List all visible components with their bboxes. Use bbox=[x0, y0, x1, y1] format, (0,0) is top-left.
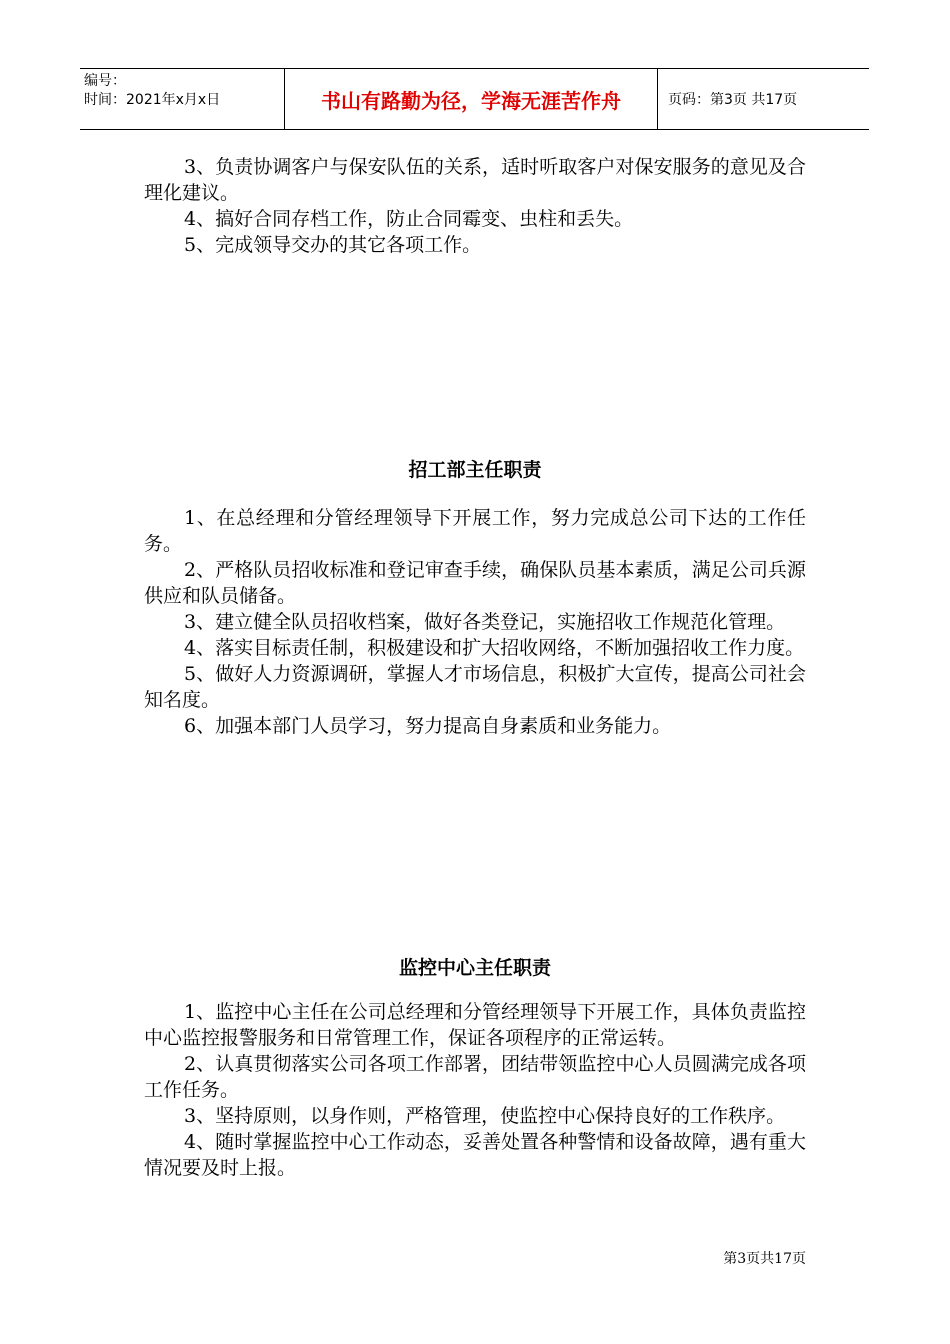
paragraph: 4、搞好合同存档工作，防止合同霉变、虫柱和丢失。 bbox=[184, 208, 634, 230]
date-label: 时间：2021年x月x日 bbox=[84, 92, 221, 108]
paragraph: 3、建立健全队员招收档案，做好各类登记，实施招收工作规范化管理。 bbox=[184, 611, 786, 633]
header-page-number: 页码：第3页 共17页 bbox=[668, 92, 798, 108]
header-meta bbox=[80, 69, 284, 129]
paragraph: 5、做好人力资源调研，掌握人才市场信息，积极扩大宣传，提高公司社会知名度。 bbox=[144, 663, 806, 711]
intro-block bbox=[144, 154, 806, 258]
page-header bbox=[80, 68, 869, 130]
paragraph: 1、监控中心主任在公司总经理和分管经理领导下开展工作，具体负责监控中心监控报警服务和日常管理工作，保证各项程序的正常运转。 bbox=[144, 1001, 806, 1049]
paragraph: 4、随时掌握监控中心工作动态，妥善处置各种警情和设备故障，遇有重大情况要及时上报。 bbox=[144, 1131, 806, 1179]
paragraph: 4、落实目标责任制，积极建设和扩大招收网络，不断加强招收工作力度。 bbox=[184, 637, 805, 659]
paragraph: 2、严格队员招收标准和登记审查手续，确保队员基本素质，满足公司兵源供应和队员储备。 bbox=[144, 559, 806, 607]
paragraph: 3、负责协调客户与保安队伍的关系，适时听取客户对保安服务的意见及合理化建议。 bbox=[144, 156, 806, 204]
header-motto: 书山有路勤为径，学海无涯苦作舟 bbox=[284, 69, 658, 129]
page-footer: 第3页共17页 bbox=[723, 1251, 806, 1267]
serial-number-label: 编号： bbox=[84, 73, 126, 89]
paragraph: 3、坚持原则，以身作则，严格管理，使监控中心保持良好的工作秩序。 bbox=[184, 1105, 786, 1127]
section-title-recruitment: 招工部主任职责 bbox=[408, 459, 542, 481]
paragraph: 5、完成领导交办的其它各项工作。 bbox=[184, 234, 482, 256]
section-title-monitoring: 监控中心主任职责 bbox=[398, 957, 551, 979]
paragraph: 1、在总经理和分管经理领导下开展工作，努力完成总公司下达的工作任务。 bbox=[144, 507, 806, 555]
paragraph: 6、加强本部门人员学习，努力提高自身素质和业务能力。 bbox=[184, 715, 672, 737]
paragraph: 2、认真贯彻落实公司各项工作部署，团结带领监控中心人员圆满完成各项工作任务。 bbox=[144, 1053, 806, 1101]
monitoring-duties bbox=[144, 999, 806, 1181]
recruitment-duties bbox=[144, 505, 806, 739]
